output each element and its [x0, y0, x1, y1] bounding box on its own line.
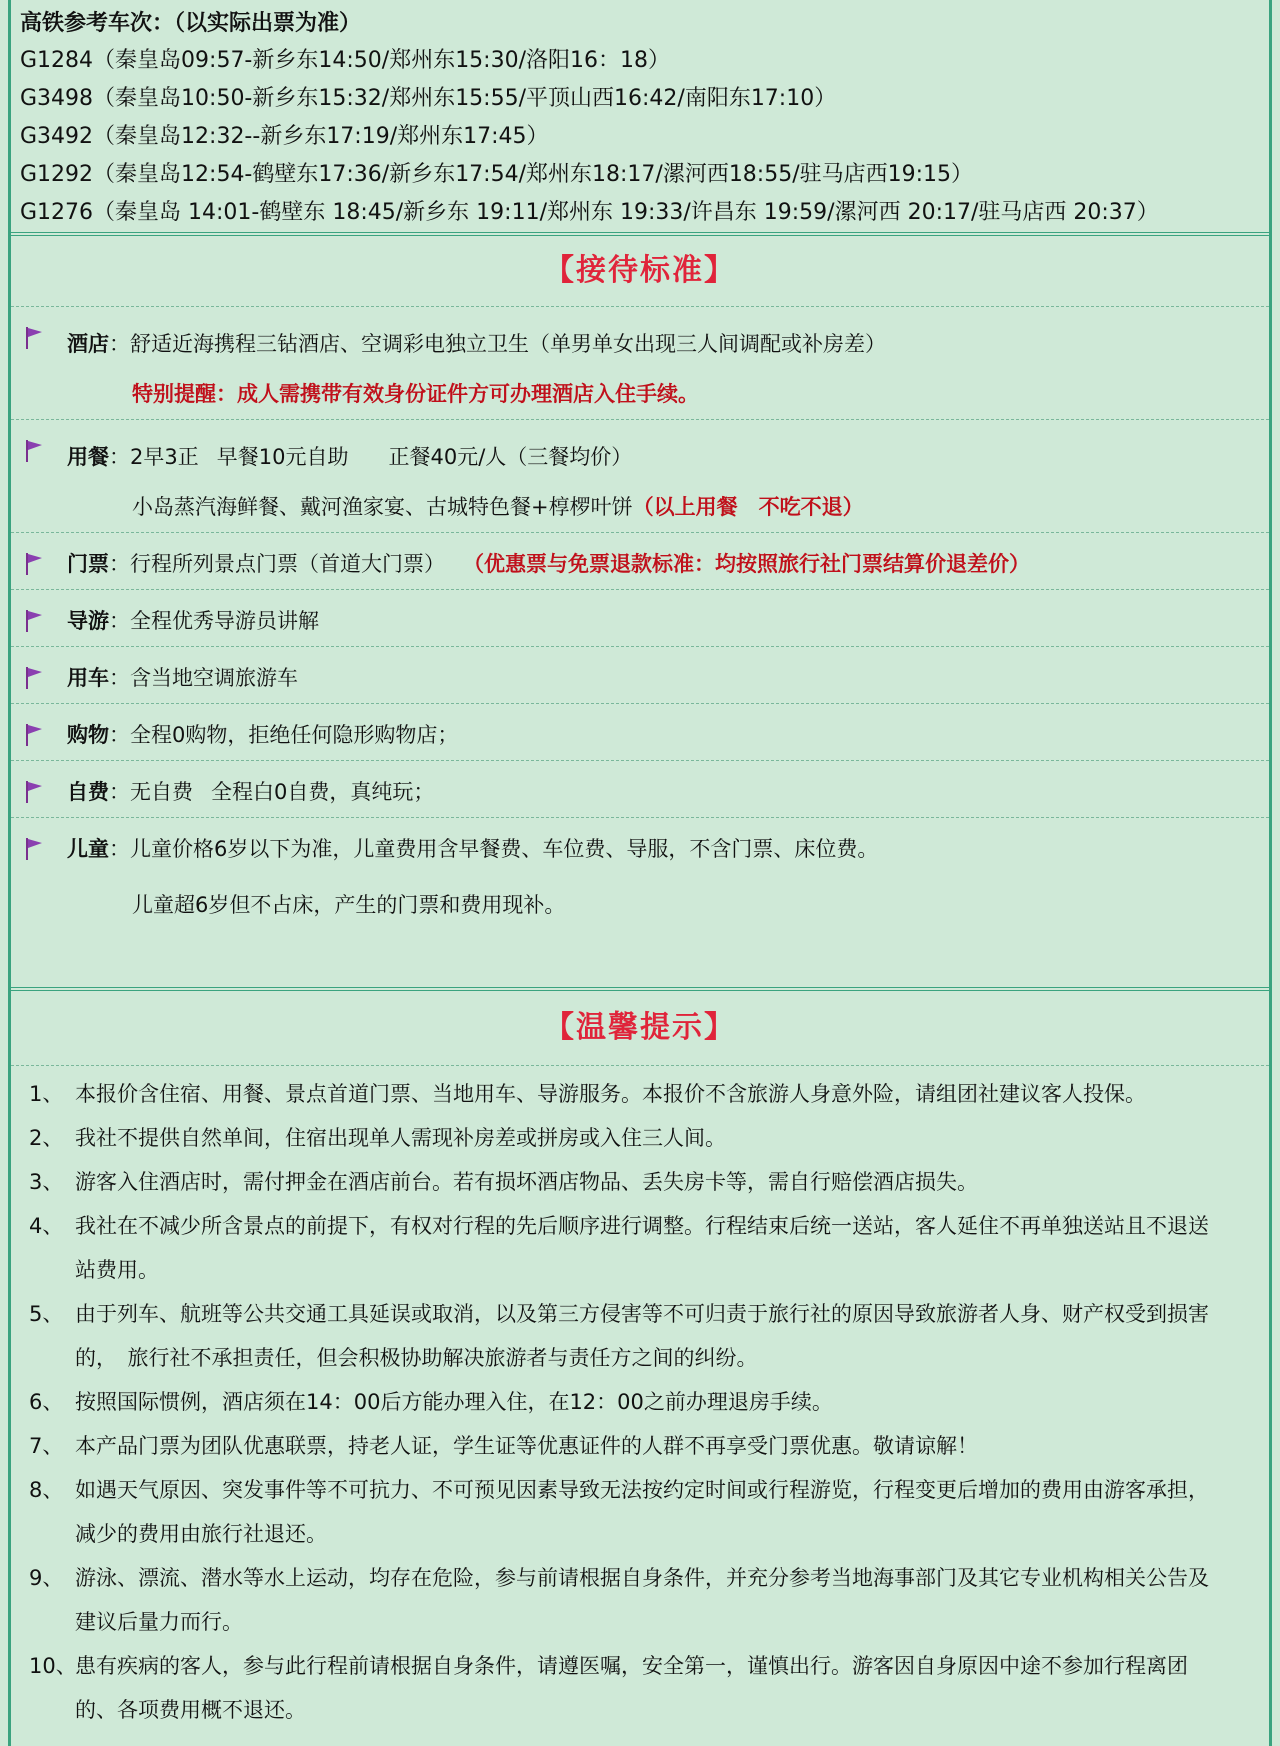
- row-ticket: 门票：行程所列景点门票（首道大门票） （优惠票与免票退款标准：均按照旅行社门票结算价退差价）: [11, 533, 1269, 590]
- flag-icon: [25, 781, 43, 803]
- flag-icon: [25, 610, 43, 632]
- row-text: 行程所列景点门票（首道大门票）: [130, 552, 445, 576]
- tip-item: 3、 游客入住酒店时，需付押金在酒店前台。若有损坏酒店物品、丢失房卡等，需自行赔偿酒店损失。: [29, 1170, 978, 1194]
- row-text: 全程0购物，拒绝任何隐形购物店；: [130, 723, 459, 747]
- tip-item: 6、 按照国际惯例，酒店须在14：00后方能办理入住，在12：00之前办理退房手续。: [29, 1390, 833, 1414]
- flag-icon: [25, 327, 43, 349]
- flag-icon: [25, 440, 43, 462]
- flag-icon: [25, 838, 43, 860]
- row-label: 儿童: [67, 837, 109, 861]
- row-guide: 导游：全程优秀导游员讲解: [11, 590, 1269, 647]
- tip-item: 8、 如遇天气原因、突发事件等不可抗力、不可预见因素导致无法按约定时间或行程游览，行程变更后增加的费用由游客承担， 减少的费用由旅行社退还。: [29, 1478, 1209, 1546]
- train-line: G3492（秦皇岛12:32--新乡东17:19/郑州东17:45）: [20, 124, 549, 149]
- train-line: G1276（秦皇岛 14:01-鹤壁东 18:45/新乡东 19:11/郑州东 19:33/许昌东 19:59/漯河西 20:17/驻马店西 20:37）: [20, 200, 1159, 225]
- row-label: 自费: [67, 780, 109, 804]
- row-label: 门票: [67, 552, 109, 576]
- row-shopping: 购物：全程0购物，拒绝任何隐形购物店；: [11, 704, 1269, 761]
- row-label: 购物: [67, 723, 109, 747]
- meal-c: 正餐40元/人（三餐均价）: [388, 445, 633, 469]
- tips-title: 【温馨提示】: [11, 991, 1269, 1066]
- train-line: G1284（秦皇岛09:57-新乡东14:50/郑州东15:30/洛阳16：18）: [20, 48, 670, 73]
- train-line: G3498（秦皇岛10:50-新乡东15:32/郑州东15:55/平顶山西16:42/南阳东17:10）: [20, 86, 837, 111]
- row-text: 舒适近海携程三钻酒店、空调彩电独立卫生（单男单女出现三人间调配或补房差）: [130, 332, 886, 356]
- meal-line2-red: （以上用餐 不吃不退）: [632, 495, 864, 519]
- tip-item: 1、 本报价含住宿、用餐、景点首道门票、当地用车、导游服务。本报价不含旅游人身意外险，请组团社建议客人投保。: [29, 1082, 1146, 1106]
- meal-a: 2早3正: [130, 445, 199, 469]
- flag-icon: [25, 553, 43, 575]
- flag-icon: [25, 724, 43, 746]
- selfpay-a: 无自费: [130, 780, 193, 804]
- row-label: 酒店: [67, 332, 109, 356]
- row-text: 含当地空调旅游车: [130, 666, 298, 690]
- tip-item: 9、 游泳、漂流、潜水等水上运动，均存在危险，参与前请根据自身条件，并充分参考当地海事部门及其它专业机构相关公告及 建议后量力而行。: [29, 1566, 1209, 1634]
- tips-list: [11, 1066, 1269, 1732]
- row-label: 导游: [67, 609, 109, 633]
- selfpay-b: 全程白0自费，真纯玩；: [211, 780, 435, 804]
- meal-b: 早餐10元自助: [216, 445, 349, 469]
- reception-title: 【接待标准】: [11, 236, 1269, 307]
- tip-item: 7、 本产品门票为团队优惠联票，持老人证，学生证等优惠证件的人群不再享受门票优惠。敬请谅解！: [29, 1434, 978, 1458]
- child-line2: 儿童超6岁但不占床，产生的门票和费用现补。: [132, 893, 566, 917]
- hotel-note: 特别提醒：成人需携带有效身份证件方可办理酒店入住手续。: [132, 382, 699, 406]
- train-schedule: [11, 0, 1269, 236]
- row-text: 全程优秀导游员讲解: [130, 609, 319, 633]
- row-hotel: 酒店：舒适近海携程三钻酒店、空调彩电独立卫生（单男单女出现三人间调配或补房差） 特别提醒：成人需携带有效身份证件方可办理酒店入住手续。: [11, 307, 1269, 420]
- row-label: 用车: [67, 666, 109, 690]
- tip-item: 2、 我社不提供自然单间，住宿出现单人需现补房差或拼房或入住三人间。: [29, 1126, 726, 1150]
- meal-line2: 小岛蒸汽海鲜餐、戴河渔家宴、古城特色餐+椁椤叶饼: [132, 495, 633, 519]
- train-line: G1292（秦皇岛12:54-鹤壁东17:36/新乡东17:54/郑州东18:17/漯河西18:55/驻马店西19:15）: [20, 162, 974, 187]
- row-meal: 用餐：2早3正 早餐10元自助 正餐40元/人（三餐均价） 小岛蒸汽海鲜餐、戴河渔家宴、古城特色餐+椁椤叶饼（以上用餐 不吃不退）: [11, 420, 1269, 533]
- tip-item: 10、 患有疾病的客人，参与此行程前请根据自身条件，请遵医嘱，安全第一，谨慎出行。游客因自身原因中途不参加行程离团 的、各项费用概不退还。: [29, 1654, 1188, 1722]
- tip-item: 4、 我社在不减少所含景点的前提下，有权对行程的先后顺序进行调整。行程结束后统一送站，客人延住不再单独送站且不退送 站费用。: [29, 1214, 1209, 1282]
- row-selfpay: 自费：无自费 全程白0自费，真纯玩；: [11, 761, 1269, 818]
- row-label: 用餐: [67, 445, 109, 469]
- tip-item: 5、 由于列车、航班等公共交通工具延误或取消，以及第三方侵害等不可归责于旅行社的原因导致旅游者人身、财产权受到损害 的， 旅行社不承担责任，但会积极协助解决旅游者与责任方之间的纠纷。: [29, 1302, 1209, 1370]
- train-heading: 高铁参考车次：（以实际出票为准）: [20, 11, 362, 36]
- flag-icon: [25, 667, 43, 689]
- row-text: 儿童价格6岁以下为准，儿童费用含早餐费、车位费、导服，不含门票、床位费。: [130, 837, 879, 861]
- itinerary-page: [8, 0, 1272, 1746]
- row-child: 儿童：儿童价格6岁以下为准，儿童费用含早餐费、车位费、导服，不含门票、床位费。 儿童超6岁但不占床，产生的门票和费用现补。: [11, 818, 1269, 987]
- row-car: 用车：含当地空调旅游车: [11, 647, 1269, 704]
- ticket-red: （优惠票与免票退款标准：均按照旅行社门票结算价退差价）: [463, 552, 1030, 576]
